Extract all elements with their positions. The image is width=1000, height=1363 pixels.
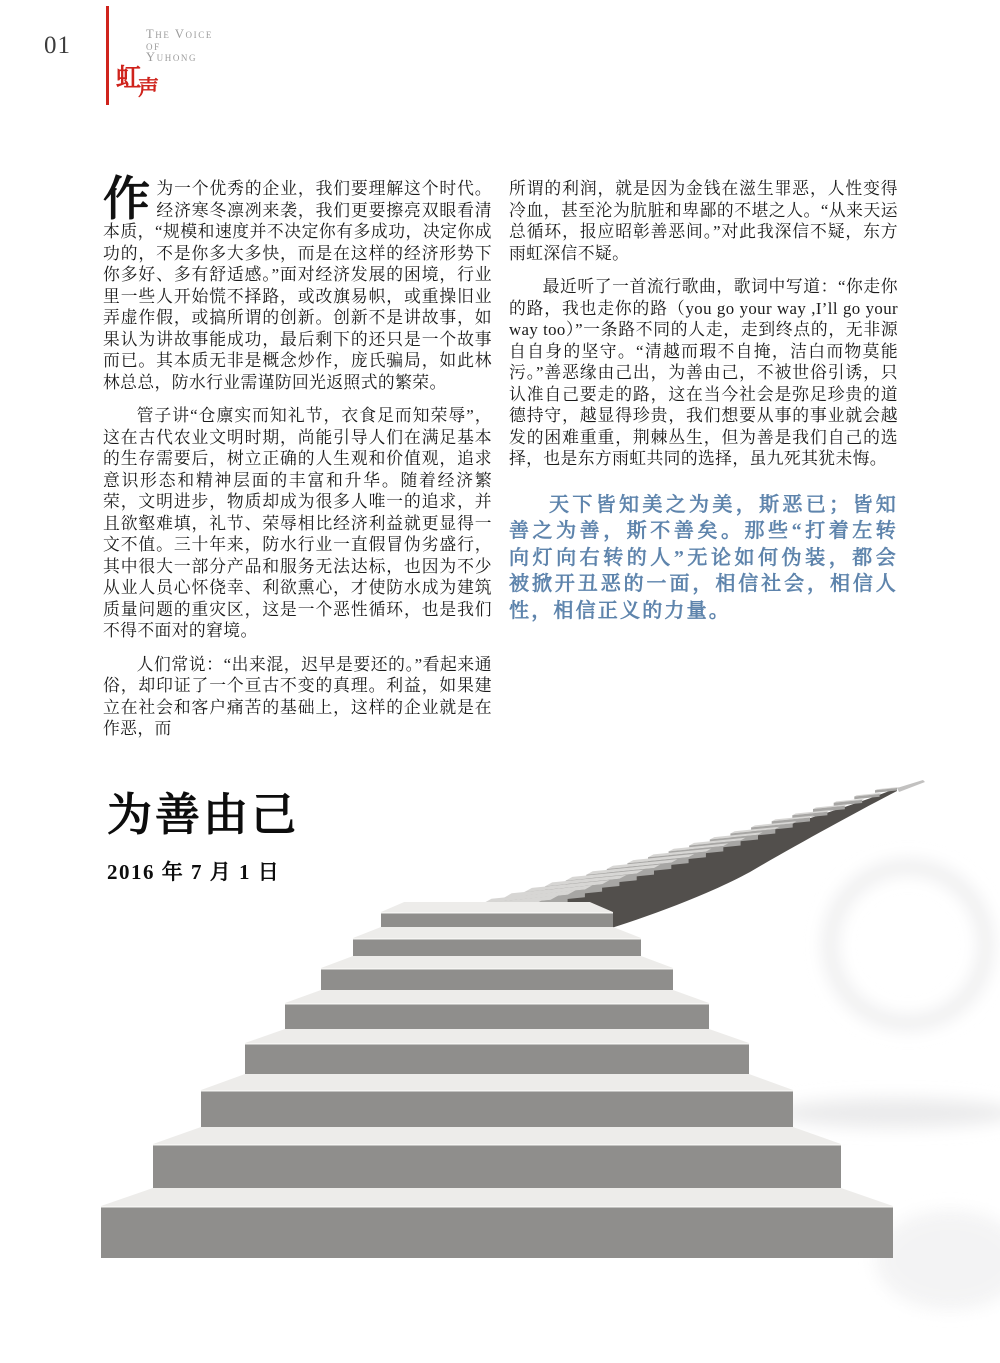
paragraph-continuation: 所谓的利润，就是因为金钱在滋生罪恶，人性变得冷血，甚至沦为肮脏和卑鄙的不堪之人。“从来天运总循环，报应昭彰善恶间。”对此我深信不疑，东方雨虹深信不疑。 — [509, 179, 898, 263]
masthead-rule — [106, 6, 109, 105]
drop-cap: 作 — [103, 174, 151, 226]
masthead-title-line1: The Voice — [146, 27, 213, 41]
masthead-title-line2: of — [146, 38, 161, 53]
paragraph: 管子讲“仓廪实而知礼节，衣食足而知荣辱”，这在古代农业文明时期，尚能引导人们在满足基本的生存需要后，树立正确的人生观和价值观，追求意识形态和精神层面的丰富和升华。随着经济繁荣，文明进步，物质却成为很多人唯一的追求，并且欲壑难填，礼节、荣辱相比经济利益就更显得一文不值。三十年来，防水行业一直假冒伪劣盛行，其中很大一部分产品和服务无法达标，也因为不少从业人员心怀侥幸、利欲熏心，才使防水成为建筑质量问题的重灾区，这是一个恶性循环，也是我们不得不面对的窘境。 — [103, 406, 492, 640]
masthead-title-line3: Yuhong — [146, 50, 198, 64]
paragraph: 人们常说：“出来混，迟早是要还的。”看起来通俗，却印证了一个亘古不变的真理。利益，如果建立在社会和客户痛苦的基础上，这样的企业就是在作恶，而 — [103, 654, 492, 738]
shadow-ring — [830, 867, 986, 1023]
page-number: 01 — [44, 32, 71, 59]
masthead-logo — [116, 58, 162, 100]
shadow-streak — [775, 1098, 1000, 1128]
shadow-soft — [875, 1210, 1000, 1310]
article-body — [103, 174, 898, 752]
article-column-right — [509, 178, 898, 752]
paragraph-text: 为一个优秀的企业，我们要理解这个时代。经济寒冬凛冽来袭，我们更要擦亮双眼看清本质，“规模和速度并不决定你有多成功，决定你成功的，不是你多大多快，而是在这样的经济形势下你多好、多有舒适感。”面对经济发展的困境，行业里一些人开始慌不择路，或改旗易帜，或重操旧业弄虚作假，或搞所谓的创新。创新不是讲故事，如果认为讲故事能成功，最后剩下的还只是一个故事而已。其本质无非是概念炒作，庞氏骗局，如此林林总总，防水行业需谨防回光返照式的繁荣。 — [103, 179, 492, 392]
feature-title: 为善由己 — [107, 790, 300, 840]
paragraph-opening — [103, 174, 492, 393]
feature-section — [107, 778, 299, 886]
article-column-left — [103, 174, 492, 752]
masthead-logo-char-sheng: 声 — [138, 76, 160, 100]
masthead-logo-char-hong: 虹 — [116, 65, 142, 92]
pull-quote: 天下皆知美之为美，斯恶已；皆知善之为善，斯不善矣。那些“打着左转向灯向右转的人”无论如何伪装，都会被掀开丑恶的一面，相信社会，相信人性，相信正义的力量。 — [509, 493, 898, 622]
paragraph: 最近听了一首流行歌曲，歌词中写道：“你走你的路，我也走你的路（you go your way ,I’ll go your way too）”一条路不同的人走，走到终点的，无非源自自身的坚守。“清越而瑕不自掩，洁白而物莫能污。”善恶缘由己出，为善由己，不被世俗引诱，只认准自己要走的路，这在当今社会是弥足珍贵的道德持守，越显得珍贵，我们想要从事的事业就会越发的困难重重，荆棘丛生，但为善是我们自己的选择，也是东方雨虹共同的选择，虽九死其犹未悔。 — [509, 277, 898, 468]
feature-date: 2016 年 7 月 1 日 — [107, 860, 281, 884]
